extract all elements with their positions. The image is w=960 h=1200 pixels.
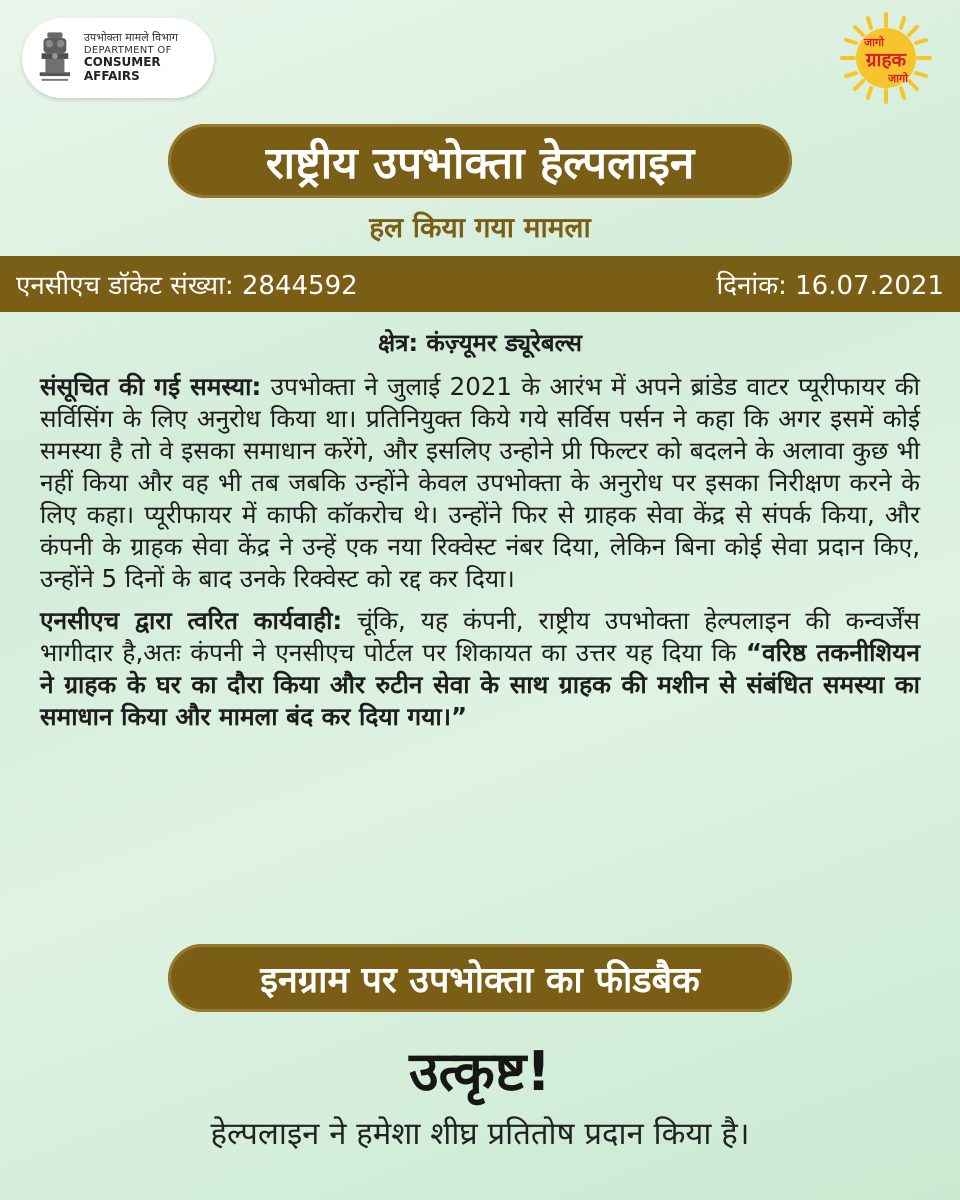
title-banner [168, 124, 792, 198]
feedback-title: इनग्राम पर उपभोक्ता का फीडबैक [260, 959, 700, 1001]
problem-paragraph [40, 371, 920, 595]
feedback-comment: हेल्पलाइन ने हमेशा शीघ्र प्रतितोष प्रदान किया है। [210, 1116, 750, 1152]
jago-grahak-jago-logo [840, 12, 932, 104]
department-name-hindi: उपभोक्ता मामले विभाग [83, 31, 178, 45]
feedback-rating: उत्कृष्ट! [409, 1040, 551, 1103]
docket-bar [0, 256, 960, 312]
department-name-line1: DEPARTMENT OF [83, 44, 172, 56]
page-title: राष्ट्रीय उपभोक्ता हेल्पलाइन [265, 138, 695, 189]
logo-jago-top: जागो [863, 36, 885, 49]
sector-label: क्षेत्र: कंज़्यूमर ड्यूरेबल्स [378, 329, 582, 357]
action-paragraph [40, 605, 920, 733]
national-emblem-icon [34, 29, 76, 87]
docket-number: एनसीएच डॉकेट संख्या: 2844592 [16, 271, 358, 301]
docket-date: दिनांक: 16.07.2021 [716, 271, 944, 301]
case-details [40, 326, 920, 743]
action-label: एनसीएच द्वारा त्वरित कार्यवाही: [40, 606, 343, 635]
feedback-banner [168, 944, 792, 1012]
problem-text: उपभोक्ता ने जुलाई 2021 के आरंभ में अपने ब्रांडेड वाटर प्यूरीफायर की सर्विसिंग के लिए अनुरोध किया था। प्रतिनियुक्त किये गये सर्विस पर्सन ने कहा कि अगर इसमें कोई समस्या है तो वे इसका समाधान करेंगे, और इसलिए उन्होने प्री फिल्टर को बदलने के अलावा कुछ भी नहीं किया और वह भी तब जबकि उन्होंने केवल उपभोक्ता के अनुरोध पर इसका निरीक्षण करने के लिए कहा। प्यूरीफायर में काफी कॉकरोच थे। उन्होंने फिर से ग्राहक सेवा केंद्र से संपर्क किया, और कंपनी के ग्राहक सेवा केंद्र ने उन्हें एक नया रिक्वेस्ट नंबर दिया, लेकिन बिना कोई सेवा प्रदान किए, उन्होंने 5 दिनों के बाद उनके रिक्वेस्ट को रद्द कर दिया। [40, 372, 920, 593]
action-quote: “वरिष्ठ तकनीशियन ने ग्राहक के घर का दौरा किया और रुटीन सेवा के साथ ग्राहक की मशीन से संबंधित समस्या का समाधान किया और मामला बंद कर दिया गया।” [40, 638, 920, 731]
logo-grahak: ग्राहक [865, 49, 907, 71]
department-name-line2: CONSUMER AFFAIRS [83, 55, 161, 84]
department-logo [22, 18, 214, 98]
page-subtitle: हल किया गया मामला [369, 211, 591, 244]
problem-label: संसूचित की गई समस्या: [40, 372, 262, 401]
logo-jago-bottom: जागो [887, 72, 909, 85]
action-text: चूंकि, यह कंपनी, राष्ट्रीय उपभोक्ता हेल्पलाइन की कन्वर्जेंस भागीदार है,अतः कंपनी ने एनसीएच पोर्टल पर शिकायत का उत्तर यह दिया कि [40, 606, 920, 667]
